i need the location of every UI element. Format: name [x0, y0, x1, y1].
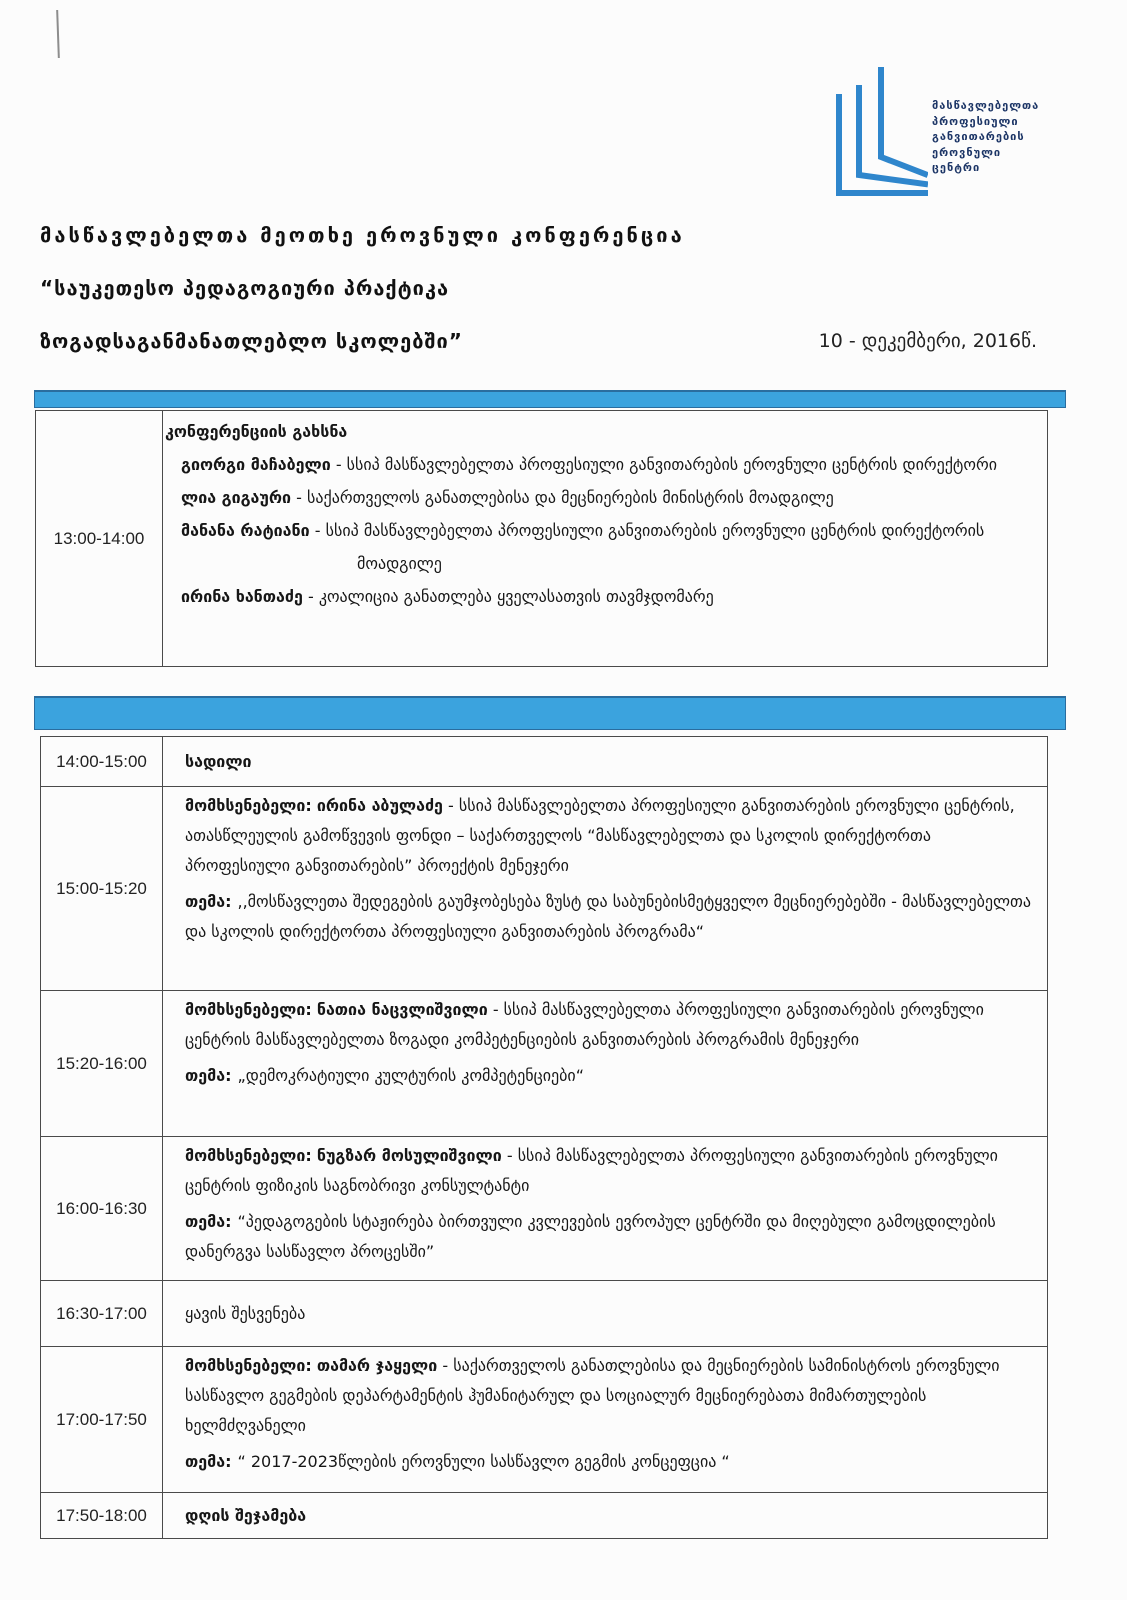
speaker-role: - სსიპ მასწავლებელთა პროფესიული განვითარების ეროვნული ცენტრის მასწავლებელთა ზოგადი კომპეტენციების განვითარების პროგრამის მენეჯერი	[185, 1000, 984, 1049]
speaker-role: - სსიპ მასწავლებელთა პროფესიული განვითარების ეროვნული ცენტრის დირექტორი	[335, 455, 997, 474]
logo-text	[932, 98, 1039, 176]
agenda-item-title: სადილი	[163, 737, 1048, 787]
time-cell: 16:00-16:30	[41, 1137, 163, 1281]
speaker-entry	[185, 791, 1039, 881]
conference-date: 10 - დეკემბერი, 2016წ.	[818, 330, 1037, 352]
logo-mark-icon	[828, 62, 928, 202]
speaker-name: მანანა რატიანი	[181, 521, 310, 540]
pencil-mark	[56, 10, 60, 58]
speaker-entry	[165, 481, 1039, 514]
speaker-entry	[185, 995, 1039, 1055]
section-band	[34, 390, 1066, 408]
speaker-role: - სსიპ მასწავლებელთა პროფესიული განვითარების ეროვნული ცენტრის ფიზიკის საგნობრივი კონსულტანტი	[185, 1146, 998, 1195]
table-row	[41, 1137, 1048, 1281]
time-cell: 16:30-17:00	[41, 1281, 163, 1347]
agenda-item-title: დღის შეჯამება	[163, 1493, 1048, 1539]
time-cell: 15:00-15:20	[41, 787, 163, 991]
speaker-name: ნათია ნაცვლიშვილი	[316, 1000, 488, 1019]
speaker-role: - სსიპ მასწავლებელთა პროფესიული განვითარების ეროვნული ცენტრის, ათასწლეულის გამოწვევის ფონდი – საქართველოს “მასწავლებელთა და სკოლის დირექტორთა პროფესიული განვითარების” პროექტის მენეჯერი	[185, 796, 1015, 875]
logo-line: პროფესიული	[932, 114, 1019, 128]
speaker-label: მომხსენებელი:	[185, 1356, 312, 1375]
conference-subtitle-line-2: ზოგადსაგანმანათლებლო სკოლებში”	[40, 329, 463, 353]
conference-subtitle-line-1: “საუკეთესო პედაგოგიური პრაქტიკა	[40, 276, 450, 300]
conference-title: მასწავლებელთა მეოთხე ეროვნული კონფერენცია	[40, 223, 685, 247]
section-band	[34, 696, 1066, 730]
table-row	[41, 991, 1048, 1137]
speaker-name: თამარ ჯაყელი	[316, 1356, 438, 1375]
speaker-entry	[185, 1141, 1039, 1201]
speaker-entry	[165, 448, 1039, 481]
time-cell: 13:00-14:00	[36, 411, 163, 667]
time-cell: 17:50-18:00	[41, 1493, 163, 1539]
table-row	[41, 737, 1048, 787]
topic-text: ,,მოსწავლეთა შედეგების გაუმჯობესება ზუსტ და საბუნებისმეტყველო მეცნიერებებში - მასწავლებელთა და სკოლის დირექტორთა პროფესიული განვითარების პროგრამა“	[185, 892, 1031, 941]
table-row	[41, 1493, 1048, 1539]
time-cell: 15:20-16:00	[41, 991, 163, 1137]
speaker-label: მომხსენებელი:	[185, 1000, 312, 1019]
speaker-role: - კოალიცია განათლება ყველასათვის თავმჯდომარე	[307, 587, 714, 606]
topic-label: თემა:	[185, 1452, 232, 1471]
speaker-name: ირინა აბულაძე	[316, 796, 443, 815]
speaker-role: - საქართველოს განათლებისა და მეცნიერების მინისტრის მოადგილე	[296, 488, 834, 507]
topic-label: თემა:	[185, 1212, 232, 1231]
speaker-entry	[165, 514, 1039, 580]
speaker-role: - სსიპ მასწავლებელთა პროფესიული განვითარების ეროვნული ცენტრის დირექტორის მოადგილე	[314, 521, 985, 573]
topic-entry	[185, 1061, 1039, 1091]
table-row	[36, 411, 1048, 667]
topic-entry	[185, 1207, 1039, 1267]
table-row	[41, 1281, 1048, 1347]
topic-entry	[185, 1447, 1039, 1477]
speaker-label: მომხსენებელი:	[185, 1146, 312, 1165]
talk-details	[163, 1137, 1048, 1281]
speaker-entry	[165, 580, 1039, 613]
topic-label: თემა:	[185, 1066, 232, 1085]
topic-text: “პედაგოგების სტაჟირება ბირთვული კვლევების ევროპულ ცენტრში და მიღებული გამოცდილების დანერგვა სასწავლო პროცესში”	[185, 1212, 996, 1261]
speaker-label: მომხსენებელი:	[185, 796, 312, 815]
speaker-name: გიორგი მაჩაბელი	[181, 455, 331, 474]
speaker-role: - საქართველოს განათლებისა და მეცნიერების სამინისტროს ეროვნული სასწავლო გეგმების დეპარტამენტის ჰუმანიტარულ და სოციალურ მეცნიერებათა მიმართულების ხელმძღვანელი	[185, 1356, 1000, 1435]
agenda-item-title: ყავის შესვენება	[163, 1281, 1048, 1347]
time-cell: 17:00-17:50	[41, 1347, 163, 1493]
speaker-entry	[185, 1351, 1039, 1441]
session-details	[163, 411, 1048, 667]
talk-details	[163, 787, 1048, 991]
table-row	[41, 1347, 1048, 1493]
session-heading: კონფერენციის გახსნა	[165, 422, 348, 441]
topic-text: „დემოკრატიული კულტურის კომპეტენციები“	[237, 1066, 584, 1085]
opening-session-table	[35, 410, 1048, 667]
topic-entry	[185, 887, 1039, 947]
topic-text: “ 2017-2023წლების ეროვნული სასწავლო გეგმის კონცეფცია “	[237, 1452, 730, 1471]
talk-details	[163, 1347, 1048, 1493]
topic-label: თემა:	[185, 892, 232, 911]
schedule-table	[40, 736, 1048, 1539]
table-row	[41, 787, 1048, 991]
talk-details	[163, 991, 1048, 1137]
speaker-name: ნუგზარ მოსულიშვილი	[316, 1146, 502, 1165]
center-logo	[828, 62, 1068, 202]
logo-line: ცენტრი	[932, 161, 981, 174]
logo-line: მასწავლებელთა	[932, 99, 1040, 112]
agenda-body	[0, 390, 1127, 1539]
time-cell: 14:00-15:00	[41, 737, 163, 787]
logo-line: ეროვნული	[932, 145, 1002, 159]
speaker-name: ლია გიგაური	[181, 488, 292, 507]
speaker-name: ირინა ხანთაძე	[181, 587, 303, 606]
logo-line: განვითარების	[932, 130, 1025, 143]
